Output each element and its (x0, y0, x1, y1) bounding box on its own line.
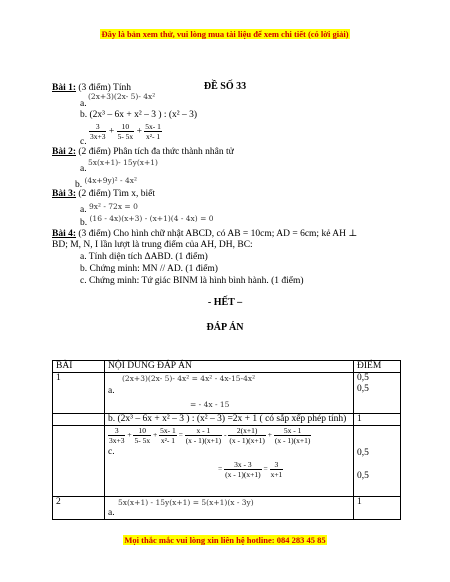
table-cell: (2x+3)(2x- 5)- 4x² = 4x² - 4x-15-4x² a. = - 4x - 15 (105, 373, 354, 414)
end-marker: - HẾT – (207, 297, 243, 308)
table-cell: 1 (53, 373, 105, 414)
fraction: $\frac{10}{5- 5x}$ (117, 122, 134, 141)
exercise-4c: c. Chứng minh: Tứ giác BINM là hình bình hành. (1 điểm) (80, 276, 304, 286)
fraction: $\frac{3}{x+1}$ (270, 460, 283, 479)
exercise-4-text: BD; M, N, I lần lượt là trung điểm của AH, DH, BC: (52, 240, 253, 250)
table-header-row (53, 361, 401, 373)
table-cell (53, 426, 105, 497)
fraction: $\frac{5x - 1}{(x - 1)(x+1)}$ (274, 426, 311, 445)
table-cell: 2 (53, 497, 105, 520)
fraction: $\frac{5x- 1}{\text{x²- 1}}$ (160, 426, 176, 445)
fraction: $\frac{10}{5- 5x}$ (134, 426, 151, 445)
table-cell: 0,5 0,5 (354, 373, 401, 414)
table-cell (53, 414, 105, 426)
table-cell: 1 (354, 497, 401, 520)
table-row (53, 426, 401, 497)
exercise-1-heading: Bài 1: (3 điểm) Tính (52, 83, 131, 93)
table-row (53, 373, 401, 414)
table-cell: b. (2x³ – 6x + x² – 3 ) : (x² – 3) =2x + 1 ( có sắp xếp phép tính) (105, 414, 354, 426)
exercise-1a: (2x+3)(2x- 5)- 4x² (88, 92, 156, 101)
header-cell: ĐIỂM (354, 361, 401, 373)
exercise-3b: b. (16 - 4x)(x+3) - (x+1)(4 - 4x) = 0 (80, 214, 214, 228)
exercise-2b: b. (4x+9y)² - 4x² (75, 176, 137, 190)
exercise-4-heading: Bài 4: (3 điểm) Cho hình chữ nhật ABCD, có AB = 10cm; AD = 6cm; kẻ AH ⊥ (52, 229, 358, 239)
table-row (53, 414, 401, 426)
fraction: $\frac{3}{3x+3}$ (109, 426, 125, 445)
hotline-banner: Mọi thắc mắc vui lòng xin liên hệ hotline: 084 283 45 85 (124, 535, 326, 545)
table-cell: 1 (354, 414, 401, 426)
preview-banner: Đây là bản xem thử, vui lòng mua tài liệu để xem chi tiết (có lời giải) (101, 29, 349, 39)
fraction: $\frac{2(x+1)}{(x - 1)(x+1)}$ (229, 426, 265, 445)
exercise-1a-label: a. (80, 99, 87, 109)
exercise-1b: b. (2x³ – 6x + x² – 3 ) : (x² – 3) (80, 110, 198, 120)
fraction: $\frac{x - 1}{(x - 1)(x+1)}$ (185, 426, 222, 445)
exercise-4b: b. Chứng minh: MN // AD. (1 điểm) (80, 264, 218, 274)
answer-title: ĐÁP ÁN (206, 322, 244, 333)
exercise-1c: c. $\frac{3}{3x+3}$ + $\frac{10}{5- 5x}$ + $\frac{5x- 1}{\text{x²- 1}}$ (80, 122, 161, 147)
table-cell: $\frac{3}{3x+3}$ + $\frac{10}{5- 5x}$ + $\frac{5x- 1}{\text{x²- 1}}$ = $\frac{x - 1}{(x - 1)(x+1)}$ - $\frac{2(x+1)}{(x - 1)(x+1)}$ + $\frac{5x - 1}{(x - 1)(x+1)}$ c. = $\frac{3x - 3}{(x - 1)(x+1)}$ = $\frac{3}{x+1}$ (105, 426, 354, 497)
fraction: $\frac{3x - 3}{(x - 1)(x+1)}$ (225, 460, 261, 479)
fraction: $\frac{3}{3x+3}$ (89, 122, 106, 141)
table-cell: 0,5 0,5 (354, 426, 401, 497)
answer-table (52, 360, 401, 520)
table-cell: 5x(x+1) - 15y(x+1) = 5(x+1)(x - 3y) a. (105, 497, 354, 520)
exercise-2a: 5x(x+1)- 15y(x+1) (88, 158, 158, 167)
exercise-3a: a. 9x² - 72x = 0 (80, 202, 138, 215)
exercise-4a: a. Tính diện tích ΔABD. (1 điểm) (80, 252, 208, 262)
exercise-3-heading: Bài 3: (2 điểm) Tìm x, biết (52, 189, 155, 199)
table-row (53, 497, 401, 520)
page-title: ĐỀ SỐ 33 (203, 81, 247, 92)
header-cell: NỘI DUNG ĐÁP ÁN (105, 361, 354, 373)
header-cell: BÀI (53, 361, 105, 373)
exercise-2-heading: Bài 2: (2 điểm) Phân tích đa thức thành nhân tử (52, 147, 234, 157)
exercise-2a-label: a. (80, 164, 87, 174)
fraction: $\frac{5x- 1}{\text{x²- 1}}$ (145, 122, 161, 141)
